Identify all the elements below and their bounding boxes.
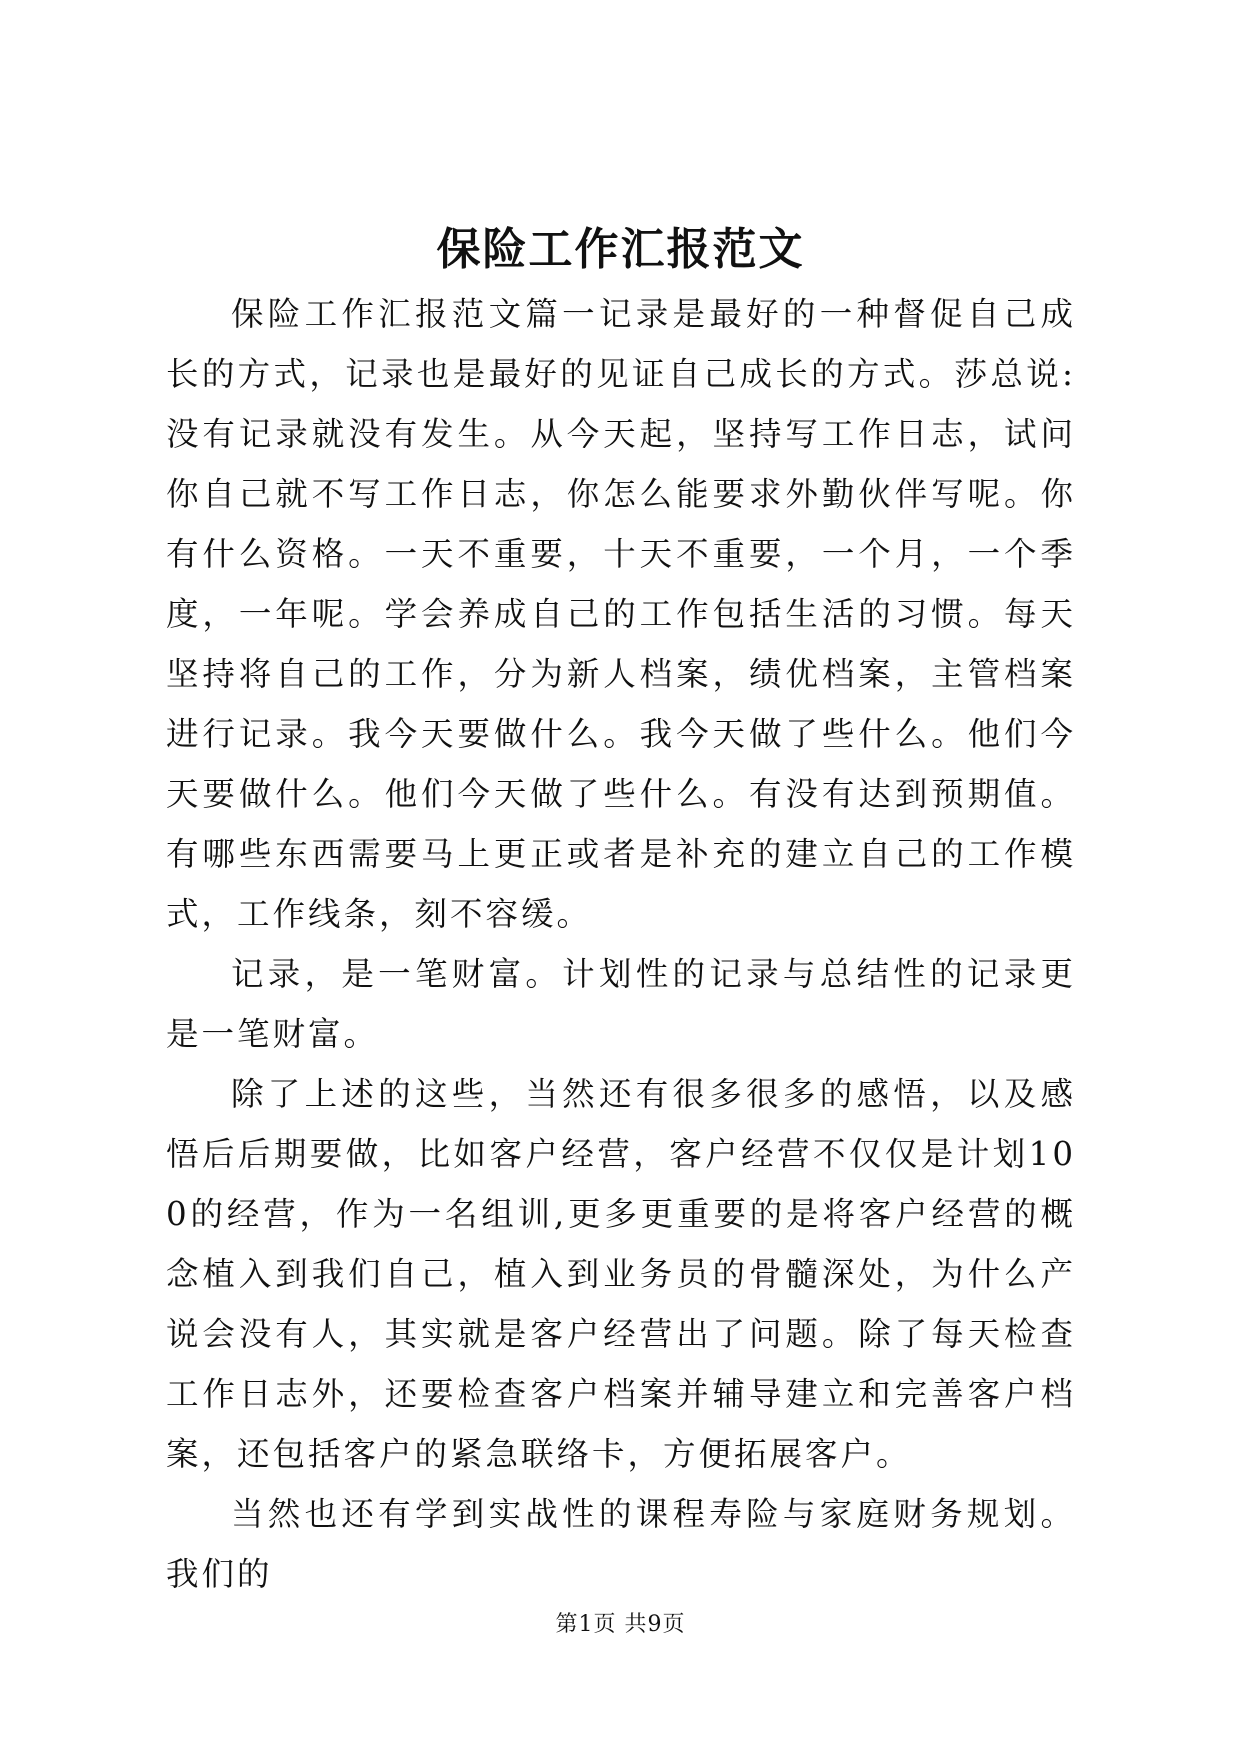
document-body [166, 284, 1076, 1604]
paragraph-2: 记录，是一笔财富。计划性的记录与总结性的记录更是一笔财富。 [166, 955, 1076, 1053]
page-number-footer: 第1页 共9页 [555, 1612, 686, 1637]
paragraph-1: 保险工作汇报范文篇一记录是最好的一种督促自己成长的方式，记录也是最好的见证自己成长的方式。莎总说:没有记录就没有发生。从今天起，坚持写工作日志，试问你自己就不写工作日志，你怎么能要求外勤伙伴写呢。你有什么资格。一天不重要，十天不重要，一个月，一个季度，一年呢。学会养成自己的工作包括生活的习惯。每天坚持将自己的工作，分为新人档案，绩优档案，主管档案进行记录。我今天要做什么。我今天做了些什么。他们今天要做什么。他们今天做了些什么。有没有达到预期值。有哪些东西需要马上更正或者是补充的建立自己的工作模式，工作线条，刻不容缓。 [166, 295, 1076, 933]
paragraph-3: 除了上述的这些，当然还有很多很多的感悟，以及感悟后后期要做，比如客户经营，客户经营不仅仅是计划100的经营，作为一名组训,更多更重要的是将客户经营的概念植入到我们自己，植入到业务员的骨髓深处，为什么产说会没有人，其实就是客户经营出了问题。除了每天检查工作日志外，还要检查客户档案并辅导建立和完善客户档案，还包括客户的紧急联络卡，方便拓展客户。 [166, 1075, 1076, 1473]
document-title: 保险工作汇报范文 [436, 224, 805, 275]
paragraph-4: 当然也还有学到实战性的课程寿险与家庭财务规划。我们的 [166, 1495, 1076, 1593]
